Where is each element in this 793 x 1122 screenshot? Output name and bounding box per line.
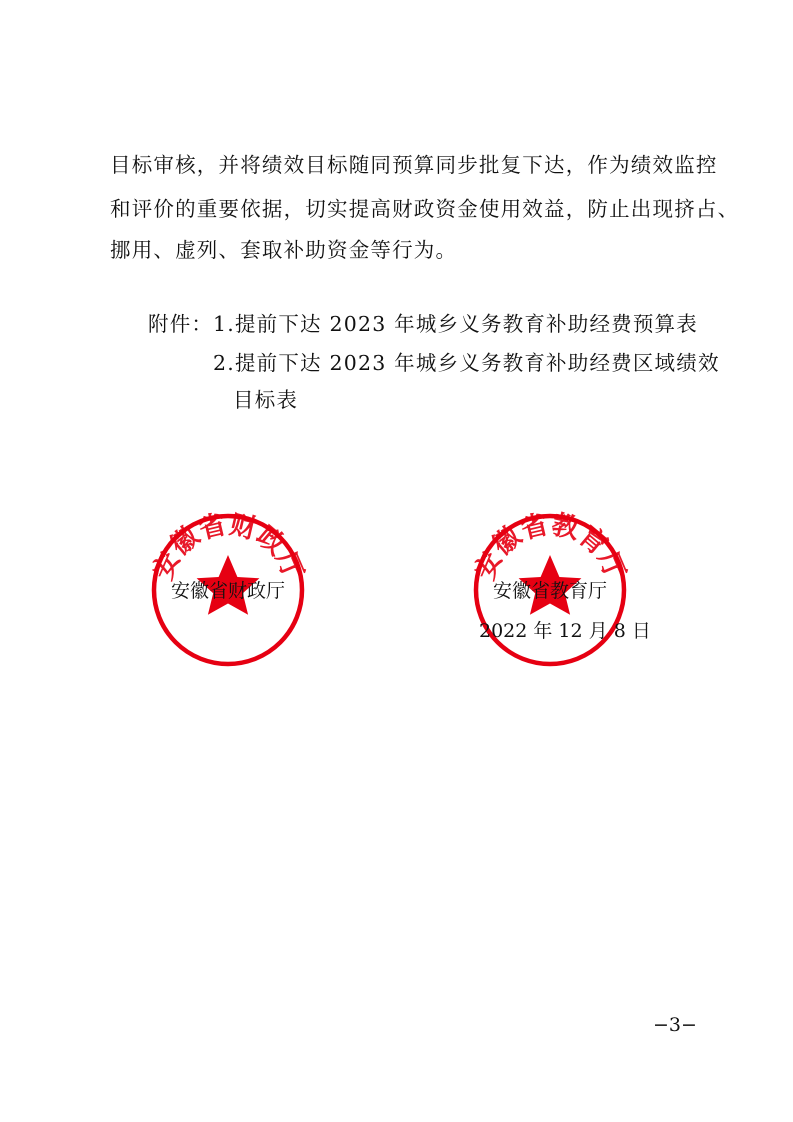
issue-date: 2022 年 12 月 8 日 [479, 620, 651, 642]
paragraph-line-2: 和评价的重要依据，切实提高财政资金使用效益，防止出现挤占、 [110, 197, 740, 221]
page-number: −3− [653, 1014, 697, 1036]
attachment-item-2-line-1: 2.提前下达 2023 年城乡义务教育补助经费区域绩效 [213, 351, 720, 375]
paragraph-line-1: 目标审核，并将绩效目标随同预算同步批复下达，作为绩效监控 [110, 153, 718, 177]
attachment-item-2-line-2: 目标表 [233, 388, 299, 412]
finance-seal-ring-text: 安徽省财政厅 [147, 509, 309, 585]
attachment-label: 附件： [148, 312, 214, 336]
finance-signature: 安徽省财政厅 [171, 580, 286, 602]
paragraph-line-3: 挪用、虚列、套取补助资金等行为。 [110, 238, 458, 262]
education-signature: 安徽省教育厅 [493, 580, 608, 602]
education-seal-ring-text: 安徽省教育厅 [469, 509, 631, 585]
attachment-item-1: 1.提前下达 2023 年城乡义务教育补助经费预算表 [213, 312, 698, 336]
